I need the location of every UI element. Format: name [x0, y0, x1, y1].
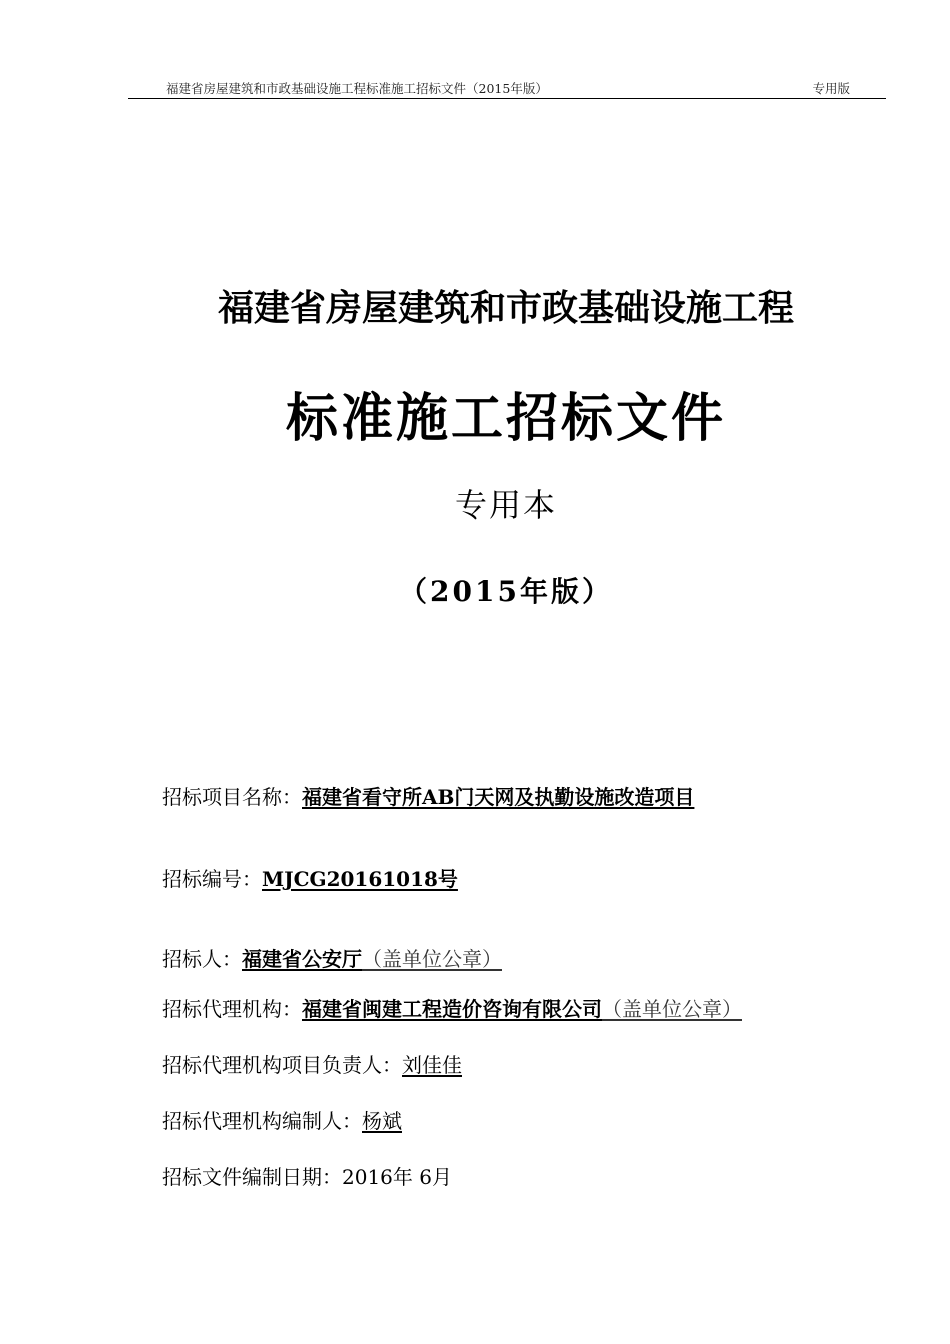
field-value: 福建省看守所AB门天网及执勤设施改造项目 — [302, 785, 695, 809]
field-label: 招标文件编制日期： — [162, 1165, 342, 1189]
field-agency — [162, 993, 742, 1022]
field-label: 招标编号： — [162, 867, 262, 891]
field-value: 杨斌 — [362, 1109, 402, 1133]
field-compile-date — [162, 1161, 452, 1190]
cover-title-line4: （2015年版） — [399, 575, 613, 608]
cover-title-line3: 专用本 — [454, 486, 557, 524]
field-value: 福建省闽建工程造价咨询有限公司 — [302, 997, 602, 1021]
field-value: 刘佳佳 — [402, 1053, 462, 1077]
field-tenderer — [162, 943, 502, 972]
field-agency-manager — [162, 1049, 462, 1078]
field-value: MJCG20161018号 — [262, 867, 458, 891]
field-note: （盖单位公章） — [362, 947, 502, 971]
page-header — [128, 78, 886, 99]
field-project-name — [162, 781, 694, 810]
field-label: 招标项目名称： — [162, 785, 302, 809]
field-label: 招标代理机构项目负责人： — [162, 1053, 402, 1077]
field-value: 2016年 6月 — [342, 1165, 452, 1189]
cover-title-line1: 福建省房屋建筑和市政基础设施工程 — [217, 287, 794, 329]
field-value: 福建省公安厅 — [242, 947, 362, 971]
field-agency-compiler — [162, 1105, 402, 1134]
field-note: （盖单位公章） — [602, 997, 742, 1021]
header-title: 福建省房屋建筑和市政基础设施工程标准施工招标文件（2015年版） — [166, 81, 548, 96]
field-tender-no — [162, 863, 458, 892]
field-label: 招标代理机构编制人： — [162, 1109, 362, 1133]
field-label: 招标代理机构： — [162, 997, 302, 1021]
field-label: 招标人： — [162, 947, 242, 971]
cover-title-line2: 标准施工招标文件 — [285, 388, 726, 449]
header-edition: 专用版 — [812, 81, 850, 96]
